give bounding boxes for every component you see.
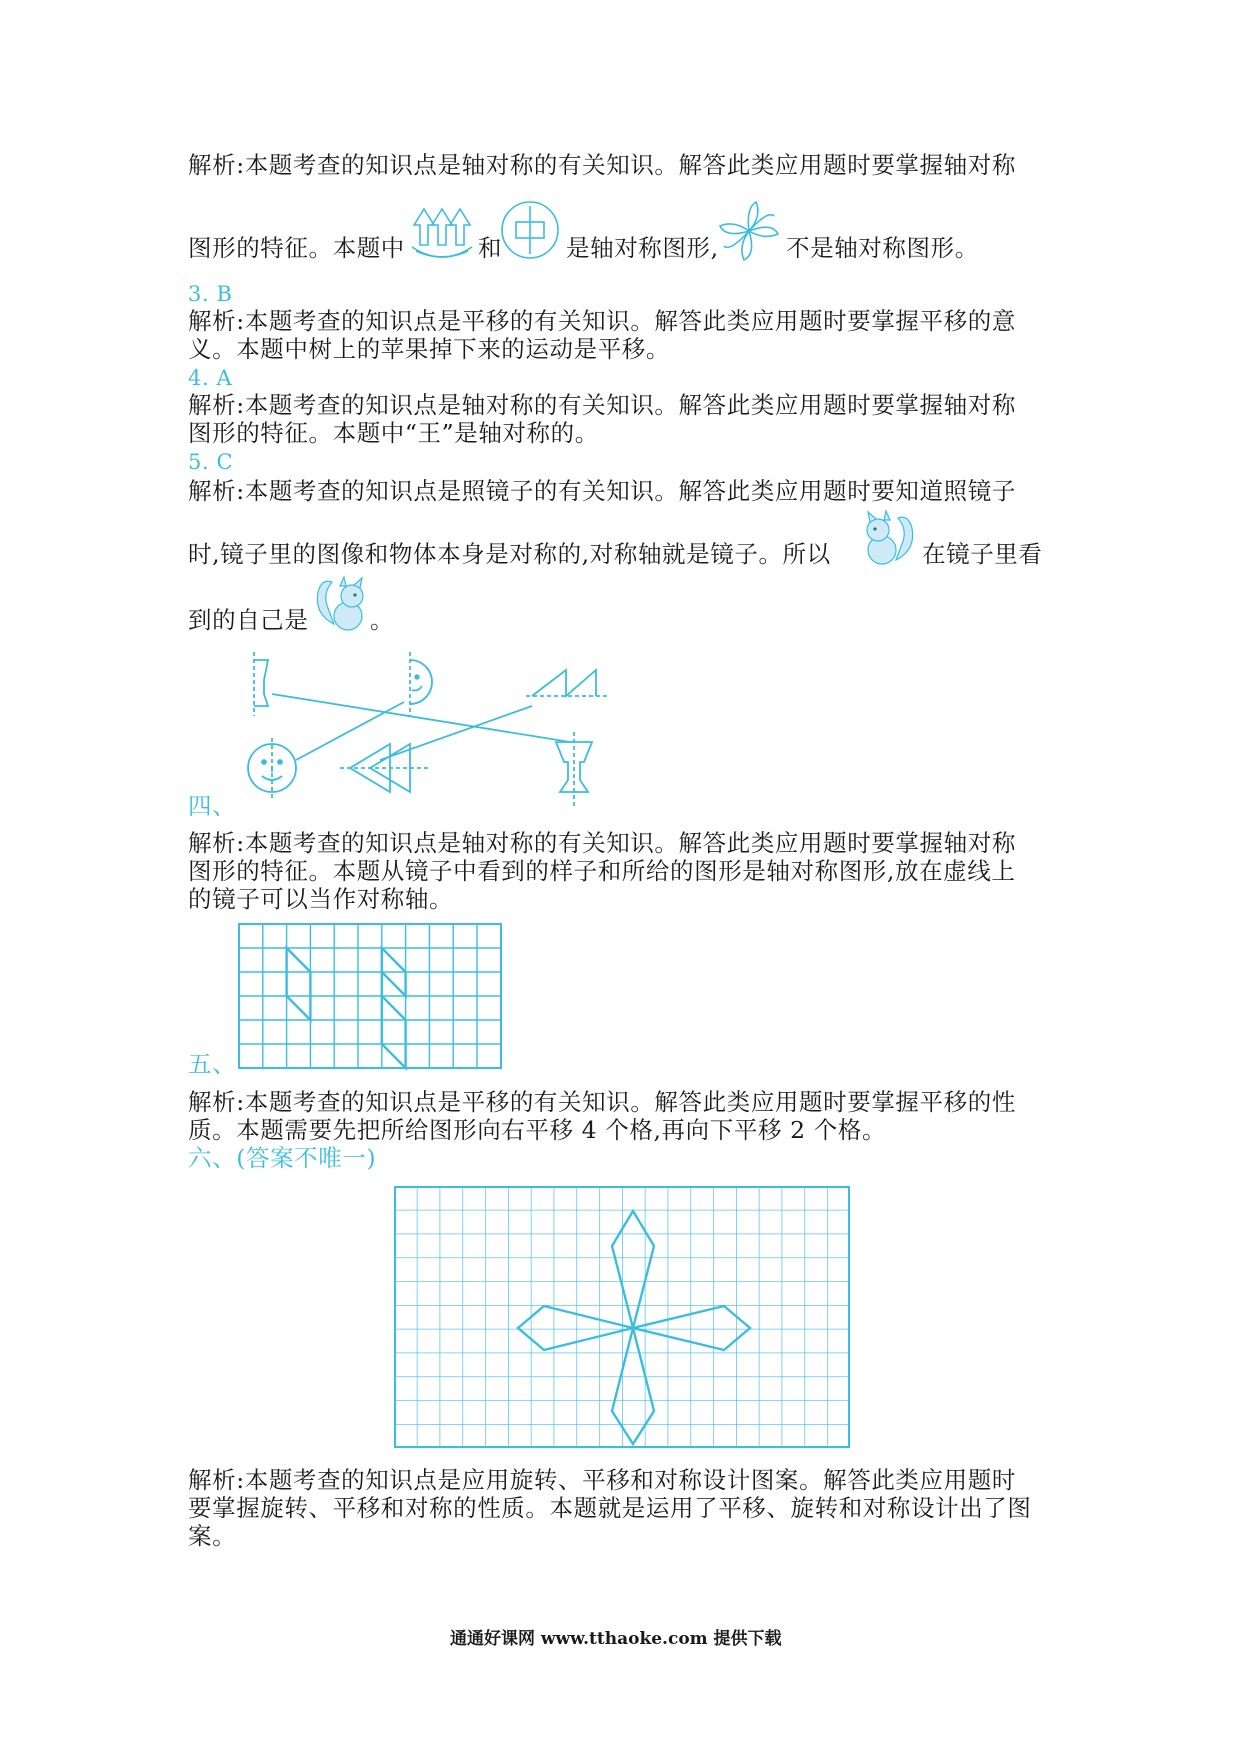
half-face-shape (410, 660, 432, 704)
pinwheel-figure-icon (716, 198, 782, 264)
answer5-heading: 5. C (188, 450, 234, 474)
triangles-arrow-shape (350, 744, 410, 792)
answer2-explanation-line1: 解析:本题考查的知识点是轴对称的有关知识。解答此类应用题时要掌握轴对称 (188, 151, 1016, 179)
answer2-and: 和 (478, 234, 503, 262)
section5-explanation-line2: 质。本题需要先把所给图形向右平移 4 个格,再向下平移 2 个格。 (188, 1116, 887, 1144)
circle-symbol-figure-icon (500, 198, 560, 262)
section5-heading: 五、 (188, 1050, 237, 1078)
answer2-not-symmetric: 不是轴对称图形。 (786, 234, 979, 262)
section6-explanation-line2: 要掌握旋转、平移和对称的性质。本题就是运用了平移、旋转和对称设计出了图 (188, 1494, 1032, 1522)
answer2-is-symmetric: 是轴对称图形, (566, 234, 719, 262)
mirror-matching-diagram (240, 650, 620, 810)
section4-heading: 四、 (188, 792, 237, 820)
answer3-explanation-line1: 解析:本题考查的知识点是平移的有关知识。解答此类应用题时要掌握平移的意 (188, 307, 1016, 335)
answer3-heading: 3. B (188, 282, 233, 306)
pattern-design-grid-diagram (394, 1186, 850, 1448)
translated-parallelogram (382, 948, 406, 1068)
match-line-face (296, 702, 404, 760)
half-triangles-shape (532, 670, 596, 696)
section6-heading: 六、(答案不唯一) (188, 1144, 377, 1172)
answer4-explanation-line1: 解析:本题考查的知识点是轴对称的有关知识。解答此类应用题时要掌握轴对称 (188, 391, 1016, 419)
original-parallelogram (287, 948, 311, 1020)
half-cup-shape (254, 660, 268, 706)
answer4-explanation-line2: 图形的特征。本题中“王”是轴对称的。 (188, 419, 599, 447)
three-arrows-figure-icon (410, 205, 474, 261)
answer5-explanation-line3a: 到的自己是 (188, 606, 309, 634)
section6-explanation-line1: 解析:本题考查的知识点是应用旋转、平移和对称设计图案。解答此类应用题时 (188, 1466, 1016, 1494)
section4-explanation-line3: 的镜子可以当作对称轴。 (188, 885, 454, 913)
answer3-explanation-line2: 义。本题中树上的苹果掉下来的运动是平移。 (188, 335, 670, 363)
section4-explanation-line2: 图形的特征。本题从镜子中看到的样子和所给的图形是轴对称图形,放在虚线上 (188, 857, 1016, 885)
answer5-explanation-line2b: 在镜子里看 (922, 540, 1043, 568)
answer5-explanation-line1: 解析:本题考查的知识点是照镜子的有关知识。解答此类应用题时要知道照镜子 (188, 477, 1016, 505)
answer5-explanation-line2a: 时,镜子里的图像和物体本身是对称的,对称轴就是镜子。所以 (188, 540, 831, 568)
section4-explanation-line1: 解析:本题考查的知识点是轴对称的有关知识。解答此类应用题时要掌握轴对称 (188, 829, 1016, 857)
section5-explanation-line1: 解析:本题考查的知识点是平移的有关知识。解答此类应用题时要掌握平移的性 (188, 1088, 1016, 1116)
answer4-heading: 4. A (188, 366, 233, 390)
answer2-explanation-line2a: 图形的特征。本题中 (188, 234, 405, 262)
translation-grid-diagram (238, 923, 502, 1069)
squirrel-figure-icon (862, 510, 918, 570)
mirrored-squirrel-figure-icon (312, 574, 368, 636)
section6-explanation-line3: 案。 (188, 1522, 237, 1550)
footer-source-note: 通通好课网 www.tthaoke.com 提供下载 (450, 1629, 782, 1649)
answer5-explanation-line3b: 。 (370, 606, 395, 634)
